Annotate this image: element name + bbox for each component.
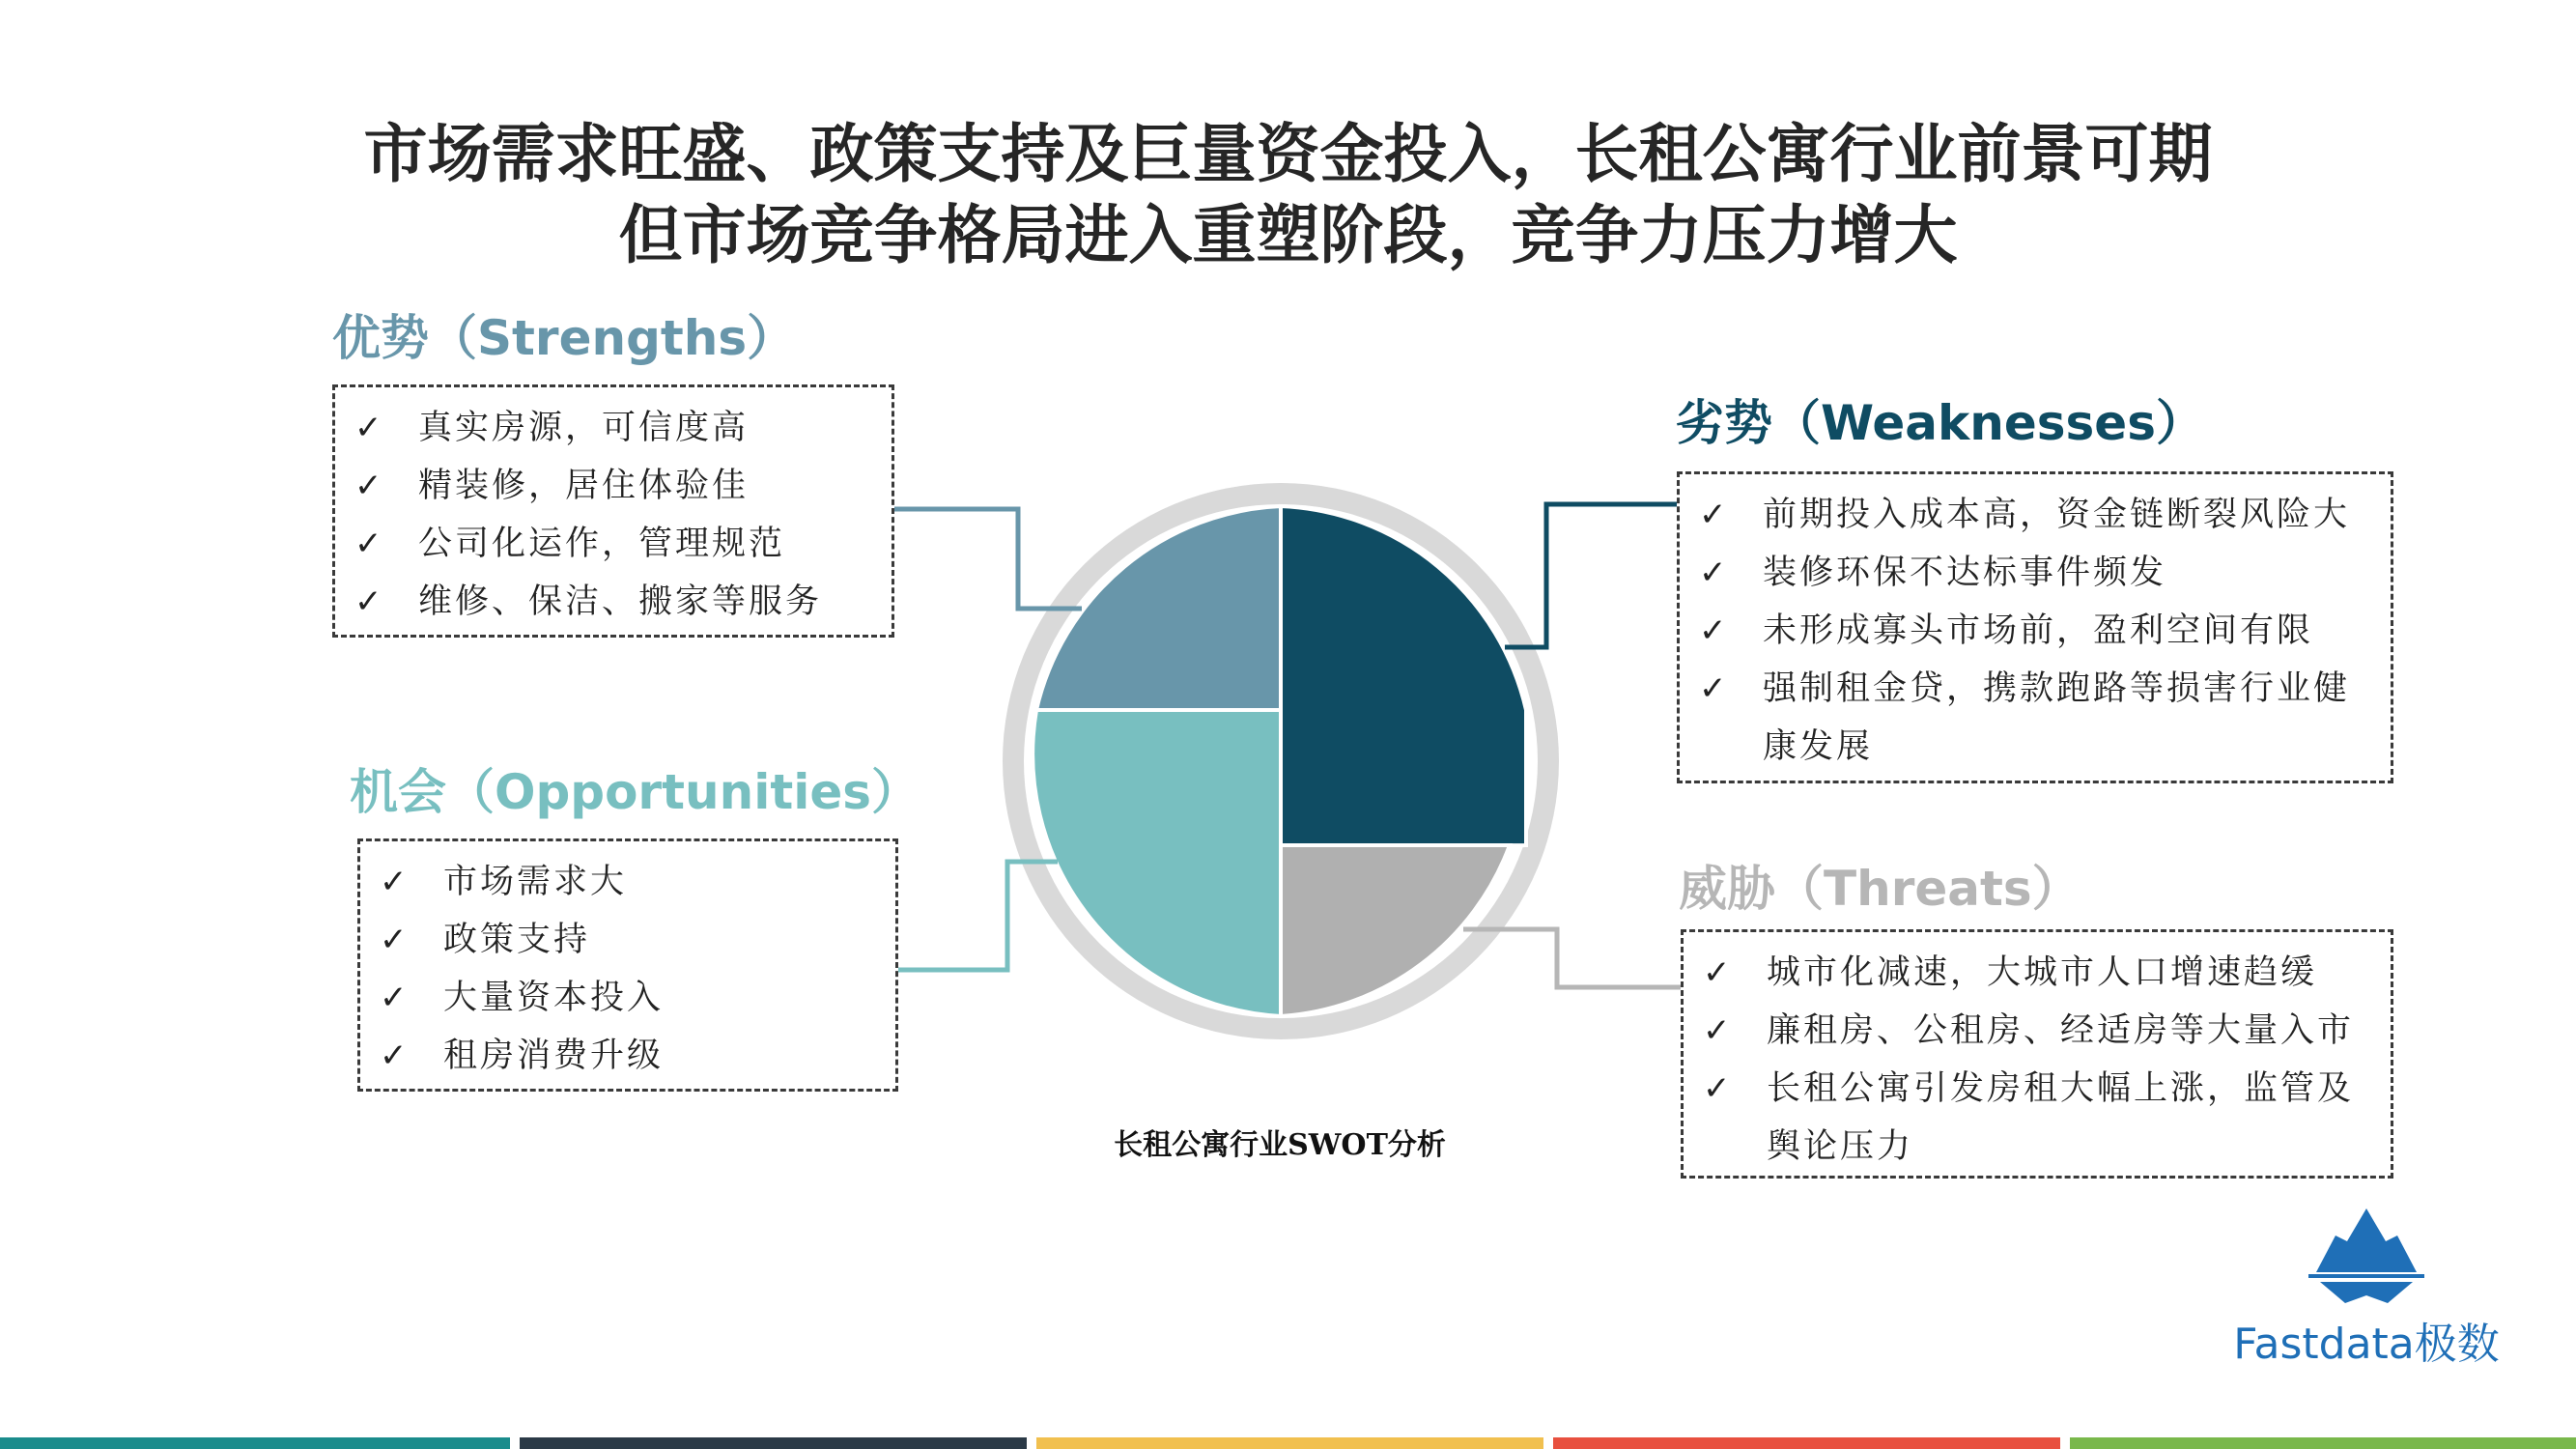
strengths-item <box>354 573 874 631</box>
opportunities-item-text: 市场需求大 <box>443 863 628 901</box>
weaknesses-box <box>1677 471 2393 783</box>
opportunities-heading: 机会（Opportunities） <box>350 764 920 820</box>
threats-item-text: 舆论压力 <box>1767 1127 1914 1166</box>
check-icon: ✓ <box>380 979 410 1017</box>
opportunities-item <box>380 969 878 1027</box>
diagram-caption: 长租公寓行业SWOT分析 <box>1114 1128 1446 1162</box>
weaknesses-item <box>1699 602 2373 660</box>
strengths-item <box>354 399 874 457</box>
check-icon: ✓ <box>380 863 410 901</box>
strengths-item-text: 精装修，居住体验佳 <box>418 467 750 505</box>
connector-threats <box>1463 929 1681 987</box>
check-icon: ✓ <box>380 921 410 959</box>
connector-weaknesses <box>1505 504 1677 647</box>
threats-item <box>1703 1002 2373 1060</box>
weaknesses-item-text: 前期投入成本高，资金链断裂风险大 <box>1763 496 2351 534</box>
check-icon: ✓ <box>1703 1069 1734 1108</box>
threats-item <box>1703 1060 2373 1118</box>
weaknesses-item <box>1699 660 2373 718</box>
bottom-bar-segment <box>2070 1437 2576 1449</box>
opportunities-item <box>380 853 878 911</box>
connector-strengths <box>894 509 1082 609</box>
check-icon: ✓ <box>1699 669 1730 708</box>
strengths-heading: 优势（Strengths） <box>332 310 796 366</box>
title-line-1: 市场需求旺盛、政策支持及巨量资金投入，长租公寓行业前景可期 <box>363 117 2213 191</box>
title-line-2: 但市场竞争格局进入重塑阶段，竞争力压力增大 <box>618 198 1958 272</box>
opportunities-item-text: 大量资本投入 <box>443 979 665 1017</box>
check-icon: ✓ <box>1699 554 1730 592</box>
check-icon: ✓ <box>354 525 385 563</box>
brand-logo <box>2231 1203 2502 1367</box>
threats-item <box>1703 944 2373 1002</box>
strengths-box <box>332 384 894 638</box>
strengths-item-text: 真实房源，可信度高 <box>418 409 750 447</box>
weaknesses-item-text: 未形成寡头市场前，盈利空间有限 <box>1763 611 2314 650</box>
opportunities-item <box>380 1027 878 1085</box>
bottom-color-bar <box>0 1437 2576 1449</box>
bottom-bar-segment <box>520 1437 1027 1449</box>
threats-heading: 威胁（Threats） <box>1679 861 2081 917</box>
weaknesses-item-continuation <box>1699 718 2373 776</box>
bottom-bar-segment <box>0 1437 510 1449</box>
strengths-item-text: 维修、保洁、搬家等服务 <box>418 582 823 621</box>
check-icon: ✓ <box>1703 953 1734 992</box>
check-icon: ✓ <box>354 467 385 505</box>
opportunities-item-text: 租房消费升级 <box>443 1037 665 1075</box>
threats-item-continuation <box>1703 1118 2373 1176</box>
opportunities-box <box>357 838 898 1092</box>
pie-segment-weaknesses <box>1281 506 1526 845</box>
check-icon: ✓ <box>1699 611 1730 650</box>
weaknesses-item-text: 强制租金贷，携款跑路等损害行业健 <box>1763 669 2351 708</box>
strengths-item <box>354 457 874 515</box>
check-icon: ✓ <box>380 1037 410 1075</box>
weaknesses-item <box>1699 486 2373 544</box>
weaknesses-item <box>1699 544 2373 602</box>
threats-item-text: 城市化减速，大城市人口增速趋缓 <box>1767 953 2318 992</box>
weaknesses-item-text: 康发展 <box>1763 727 1874 766</box>
strengths-item <box>354 515 874 573</box>
check-icon: ✓ <box>1699 496 1730 534</box>
bottom-bar-segment <box>1036 1437 1543 1449</box>
brand-name: Fastdata极数 <box>2233 1320 2500 1369</box>
check-icon: ✓ <box>354 582 385 621</box>
threats-box <box>1681 929 2393 1179</box>
pie-segment-opportunities <box>1033 710 1281 1016</box>
check-icon: ✓ <box>354 409 385 447</box>
iceberg-icon <box>2231 1203 2502 1309</box>
weaknesses-heading: 劣势（Weaknesses） <box>1676 395 2204 451</box>
weaknesses-item-text: 装修环保不达标事件频发 <box>1763 554 2167 592</box>
bottom-bar-segment <box>1553 1437 2060 1449</box>
opportunities-item-text: 政策支持 <box>443 921 591 959</box>
strengths-item-text: 公司化运作，管理规范 <box>418 525 786 563</box>
opportunities-item <box>380 911 878 969</box>
check-icon: ✓ <box>1703 1011 1734 1050</box>
threats-item-text: 廉租房、公租房、经适房等大量入市 <box>1767 1011 2355 1050</box>
threats-item-text: 长租公寓引发房租大幅上涨，监管及 <box>1767 1069 2355 1108</box>
